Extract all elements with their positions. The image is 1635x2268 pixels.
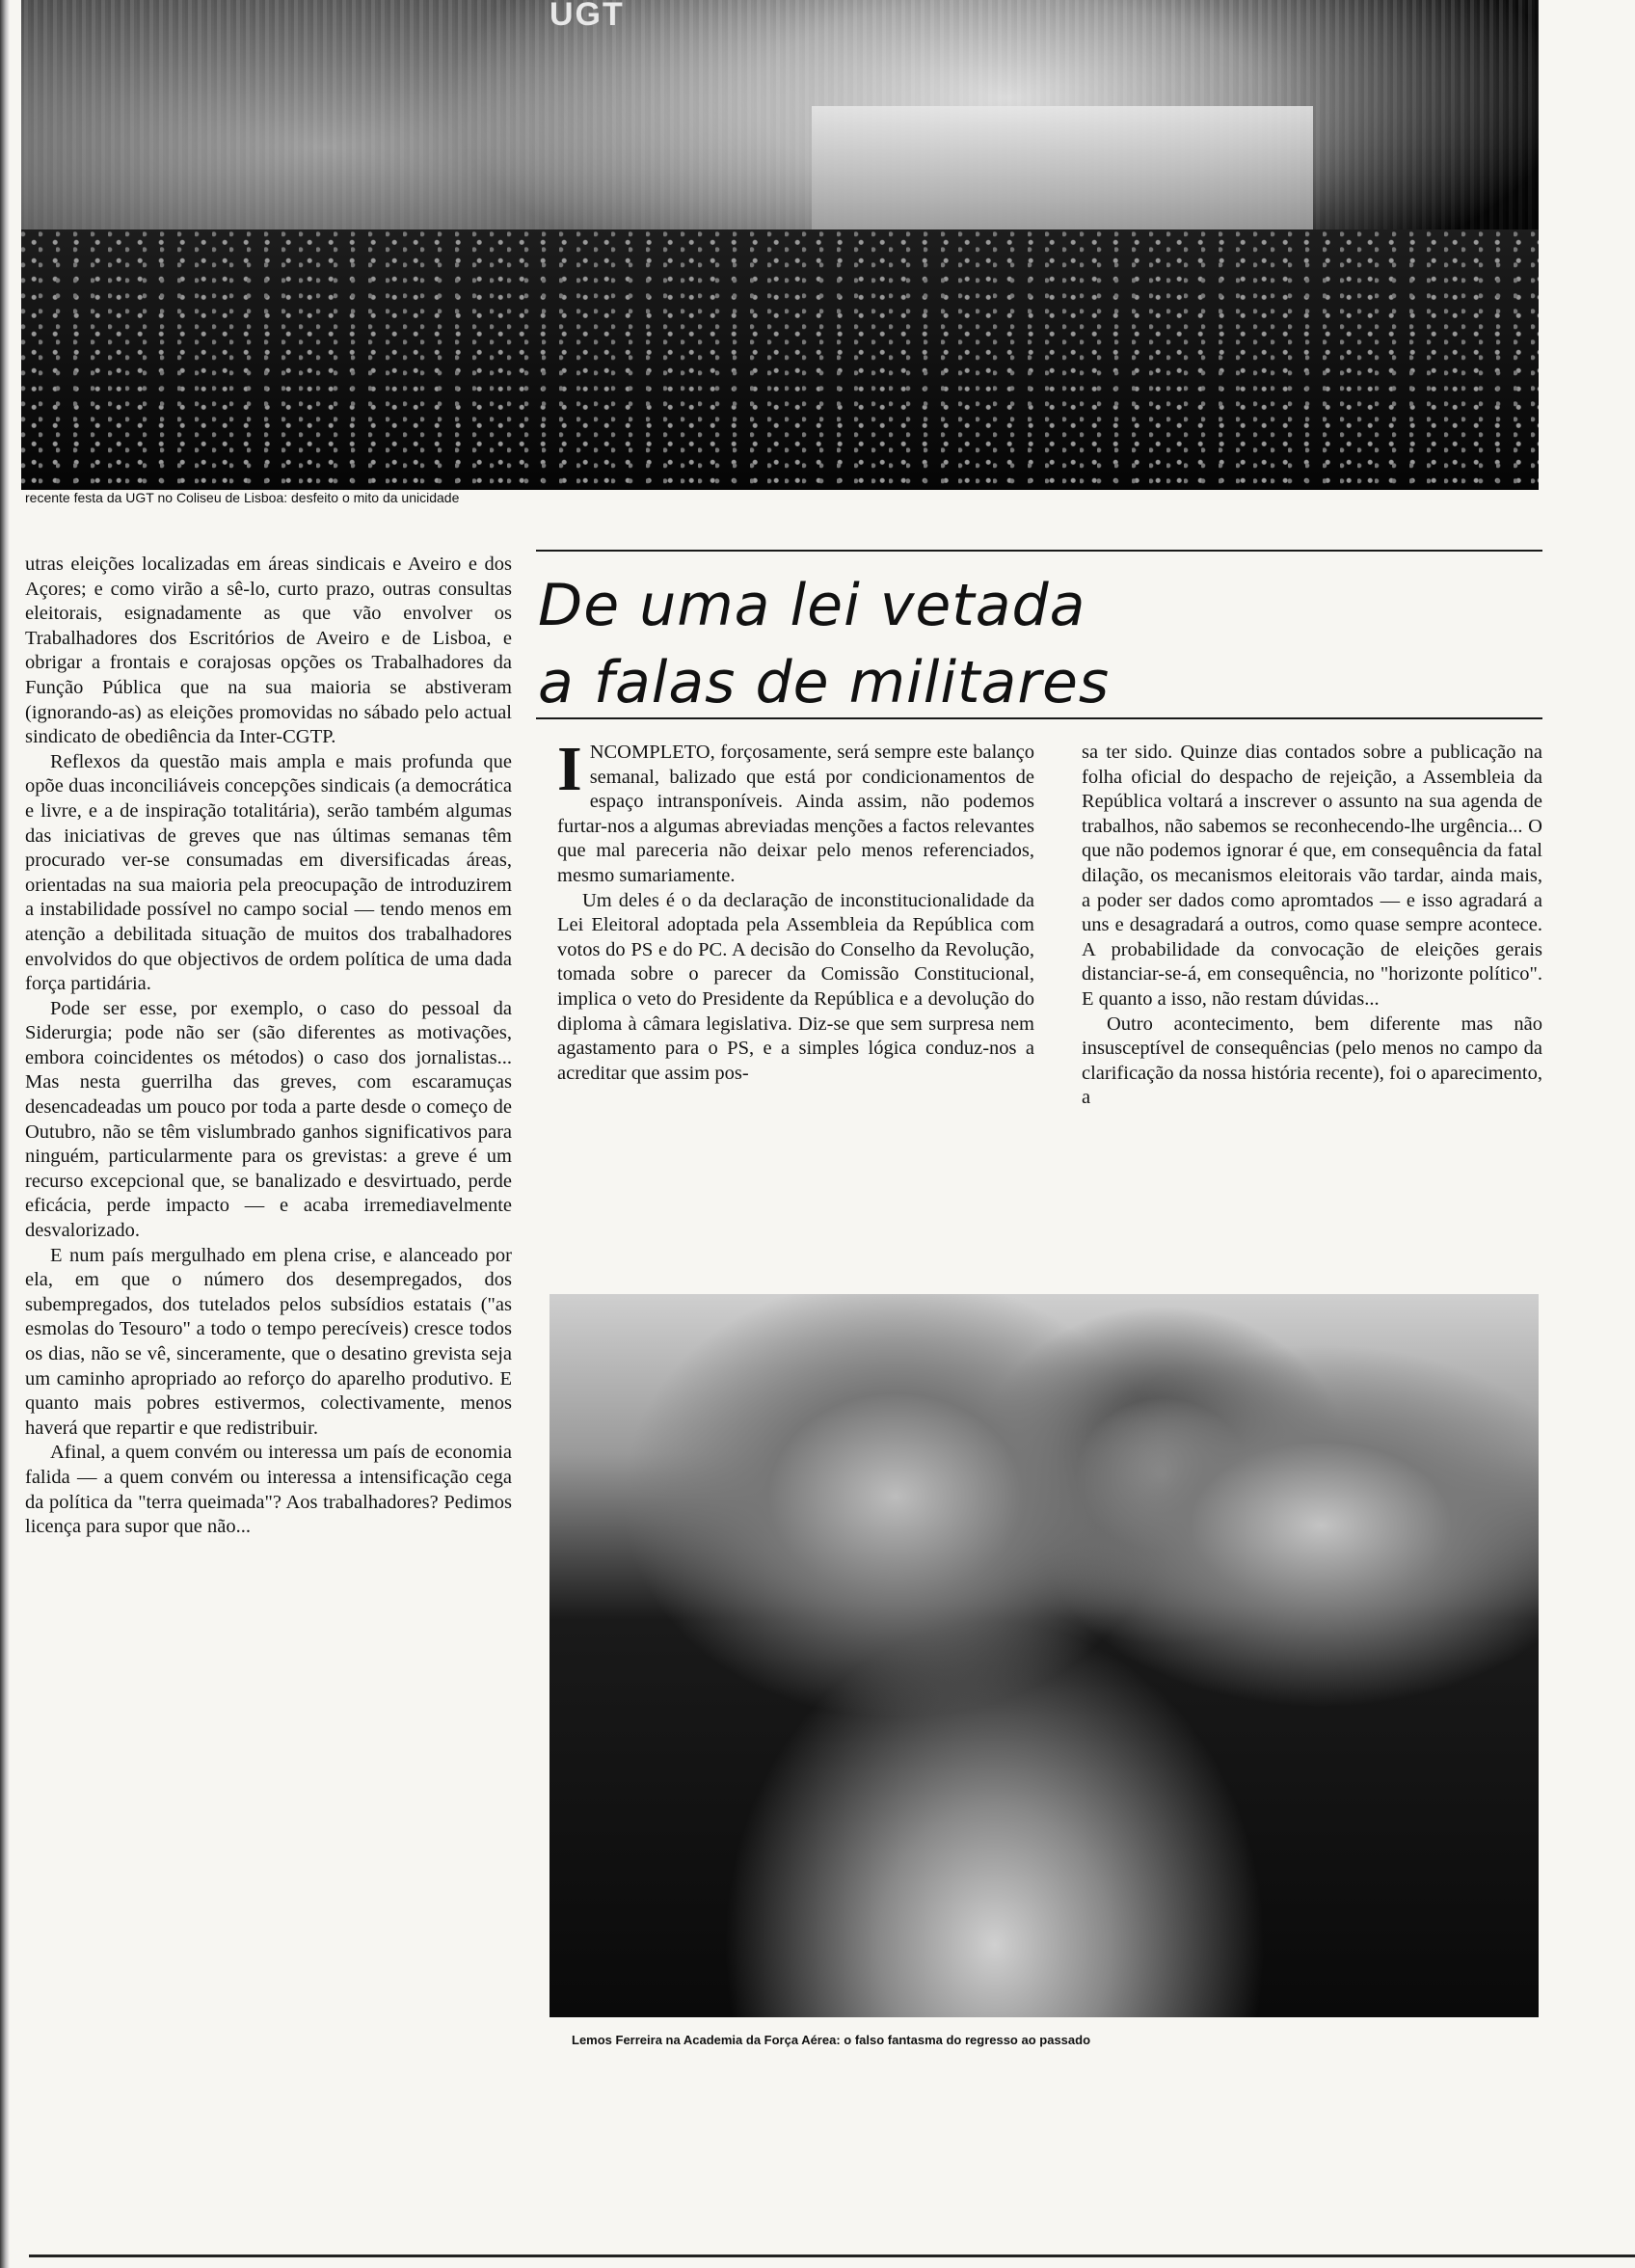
crowd-area (21, 230, 1539, 490)
drop-cap: I (557, 741, 582, 804)
paragraph: Afinal, a quem convém ou interessa um país de economia falida — a quem convém ou interessa a intensificação cega da política da "terra queimada"? Aos trabalhadores? Pedimos licença para supor que não... (25, 1442, 512, 1538)
paragraph: E num país mergulhado em plena crise, e alanceado por ela, em que o número dos desempregados, dos subempregados, dos tutelados pelos subsídios estatais ("as esmolas do Tesouro" a todo o tempo perecíveis) cresce todos os dias, não se vê, sinceramente, que o desatino grevista seja um caminho apropriado ao reforço do aparelho produtivo. E quanto mais pobres estivermos, colectivamente, menos haverá que repartir e que redistribuir. (25, 1244, 512, 1439)
headline-bottom-rule (536, 717, 1542, 719)
lead-paragraph (557, 741, 1034, 889)
bottom-photo-caption: Lemos Ferreira na Academia da Força Aérea: o falso fantasma do regresso ao passado (572, 2033, 1091, 2047)
headline-line-2: a falas de militares (538, 649, 1111, 716)
article-column-2 (557, 741, 1034, 1086)
article-headline (538, 567, 1541, 721)
stage-area (812, 106, 1313, 241)
page-bottom-rule (29, 2254, 1635, 2257)
article-column-3 (1082, 741, 1542, 1111)
ugt-sign: UGT (549, 0, 625, 33)
headline-line-1: De uma lei vetada (538, 572, 1086, 639)
headline-top-rule (536, 550, 1542, 552)
paragraph: Um deles é o da declaração de inconstitucionalidade da Lei Eleitoral adoptada pela Assembleia da República com votos do PS e do PC. A decisão do Conselho da Revolução, tomada sobre o parecer da Comissão Constitucional, implica o veto do Presidente da República e a devolução do diploma à câmara legislativa. Diz-se que sem surpresa nem agastamento para o PS, e a simples lógica conduz-nos a acreditar que assim pos- (557, 889, 1034, 1084)
paragraph: utras eleições localizadas em áreas sindicais e Aveiro e dos Açores; e como virão a sê-lo, curto prazo, outras consultas eleitorais, esignadamente as que vão envolver os Trabalhadores dos Escritórios de Aveiro e de Lisboa, e obrigar a frontais e corajosas opções os Trabalhadores da Função Pública que na sua maioria se abstiveram (ignorando-as) as eleições promovidas no sábado pelo actual sindicato de obediência da Inter-CGTP. (25, 554, 512, 748)
paragraph: sa ter sido. Quinze dias contados sobre a publicação na folha oficial do despacho de rejeição, a Assembleia da República voltará a inscrever o assunto na sua agenda de trabalhos, não sabemos se reconhecendo-lhe urgência... O que não podemos ignorar é que, em consequência da fatal dilação, os mecanismos eleitorais vão tardar, ainda mais, a poder ser dados como apromtados — e isso agradará a uns e desagradará a outros, como quase sempre acontece. A probabilidade da convocação de eleições gerais distanciar-se-á, em consequência, no "horizonte político". E quanto a isso, não restam dúvidas... (1082, 742, 1542, 1010)
lemos-ferreira-photo (549, 1294, 1539, 2017)
lead-text: NCOMPLETO, forçosamente, será sempre este balanço semanal, balizado que está por condicionamentos de espaço intransponíveis. Ainda assim, não podemos furtar-nos a algumas abreviadas menções a factos relevantes que mal pareceria não deixar pelo menos referenciados, mesmo sumariamente. (557, 742, 1034, 886)
article-column-1 (25, 553, 512, 1540)
paragraph: Reflexos da questão mais ampla e mais profunda que opõe duas inconciliáveis concepções sindicais (a democrática e livre, e a de inspiração totalitária), serão também algumas das iniciativas de greves que nas últimas semanas têm procurado ver-se consumadas em diversificadas áreas, orientadas na sua maioria pela preocupação de introduzirem a instabilidade possível no campo social — tendo menos em atenção a debilitada situação de muitos dos trabalhadores envolvidos do que objectivos de ordem política de uma dada força partidária. (25, 750, 512, 995)
page-scan-edge (0, 0, 10, 2268)
paragraph: Pode ser esse, por exemplo, o caso do pessoal da Siderurgia; pode não ser (são diferentes as motivações, embora coincidentes os métodos) o caso dos jornalistas... Mas nesta guerrilha das greves, com escaramuças desencadeadas um pouco por toda a parte desde o começo de Outubro, não se têm vislumbrado ganhos significativos para ninguém, particularmente para os grevistas: a greve é um recurso excepcional que, se banalizado e desvirtuado, perde eficácia, perde impacto — e acaba irremediavelmente desvalorizado. (25, 997, 512, 1242)
paragraph: Outro acontecimento, bem diferente mas não insusceptível de consequências (pelo menos no campo da clarificação da nossa história recente), foi o aparecimento, a (1082, 1012, 1542, 1109)
top-photo-caption: recente festa da UGT no Coliseu de Lisboa: desfeito o mito da unicidade (25, 490, 460, 505)
ugt-rally-photo (21, 0, 1539, 490)
